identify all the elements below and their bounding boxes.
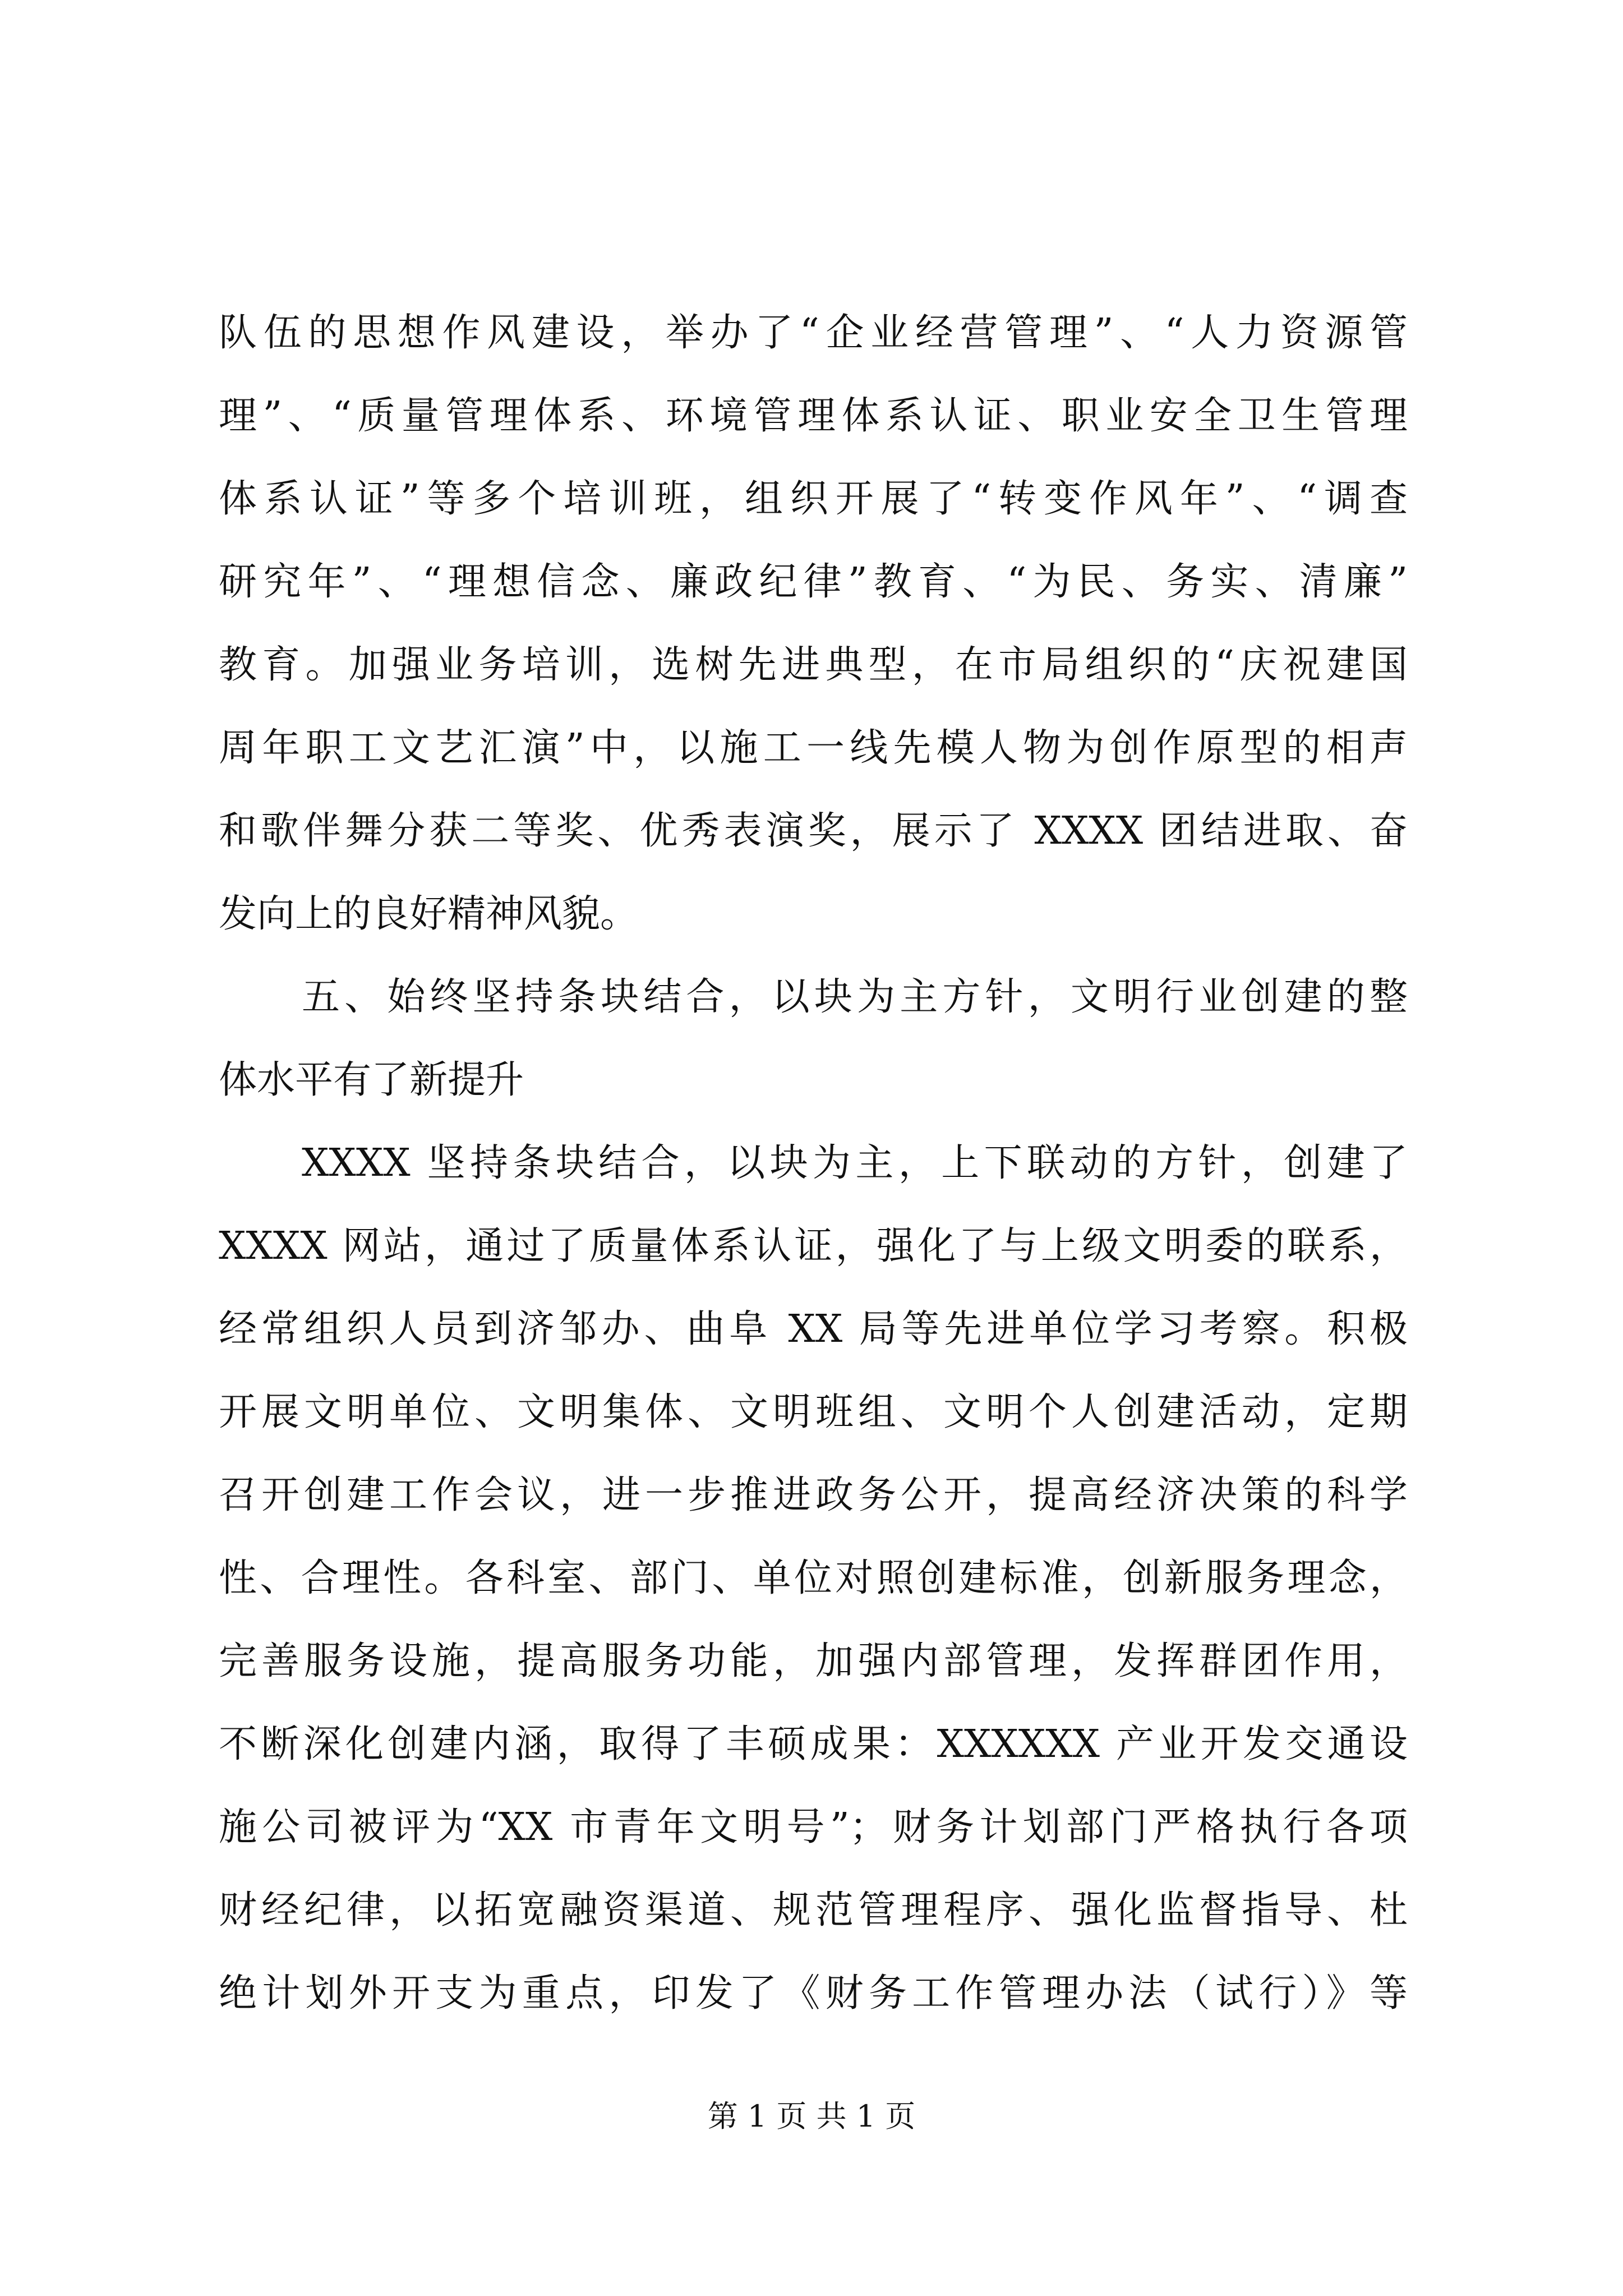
section-heading-line: 体水平有了新提升 [219, 1058, 524, 1102]
document-body [219, 292, 1408, 2035]
text-line: 教育。加强业务培训，选树先进典型，在市局组织的“庆祝建国 [219, 643, 1408, 687]
text-line: 不断深化创建内涵，取得了丰硕成果：XXXXXX 产业开发交通设 [219, 1722, 1408, 1766]
text-line: 体系认证”等多个培训班，组织开展了“转变作风年”、“调查 [219, 477, 1408, 521]
text-line: 财经纪律，以拓宽融资渠道、规范管理程序、强化监督指导、杜 [219, 1888, 1408, 1932]
text-line: 和歌伴舞分获二等奖、优秀表演奖，展示了 XXXX 团结进取、奋 [219, 809, 1408, 853]
text-line: XXXX 网站，通过了质量体系认证，强化了与上级文明委的联系， [219, 1224, 1408, 1268]
section-heading-line: 五、始终坚持条块结合，以块为主方针，文明行业创建的整 [302, 975, 1408, 1019]
text-line: 施公司被评为“XX 市青年文明号”；财务计划部门严格执行各项 [219, 1805, 1408, 1849]
page-number-footer: 第 1 页 共 1 页 [707, 2099, 916, 2134]
text-line: 召开创建工作会议，进一步推进政务公开，提高经济决策的科学 [219, 1473, 1408, 1517]
text-line: 理”、“质量管理体系、环境管理体系认证、职业安全卫生管理 [219, 394, 1408, 438]
text-line: 绝计划外开支为重点，印发了《财务工作管理办法（试行）》等 [219, 1971, 1408, 2016]
text-line: 发向上的良好精神风貌。 [219, 892, 639, 936]
text-line: 队伍的思想作风建设，举办了“企业经营管理”、“人力资源管 [219, 311, 1408, 355]
text-line: XXXX 坚持条块结合，以块为主，上下联动的方针，创建了 [302, 1141, 1408, 1185]
text-line: 研究年”、“理想信念、廉政纪律”教育、“为民、务实、清廉” [219, 560, 1408, 604]
text-line: 完善服务设施，提高服务功能，加强内部管理，发挥群团作用， [219, 1639, 1408, 1683]
text-line: 开展文明单位、文明集体、文明班组、文明个人创建活动，定期 [219, 1390, 1408, 1434]
text-line: 性、合理性。各科室、部门、单位对照创建标准，创新服务理念， [219, 1556, 1408, 1600]
text-line: 周年职工文艺汇演”中，以施工一线先模人物为创作原型的相声 [219, 726, 1408, 770]
text-line: 经常组织人员到济邹办、曲阜 XX 局等先进单位学习考察。积极 [219, 1307, 1408, 1351]
